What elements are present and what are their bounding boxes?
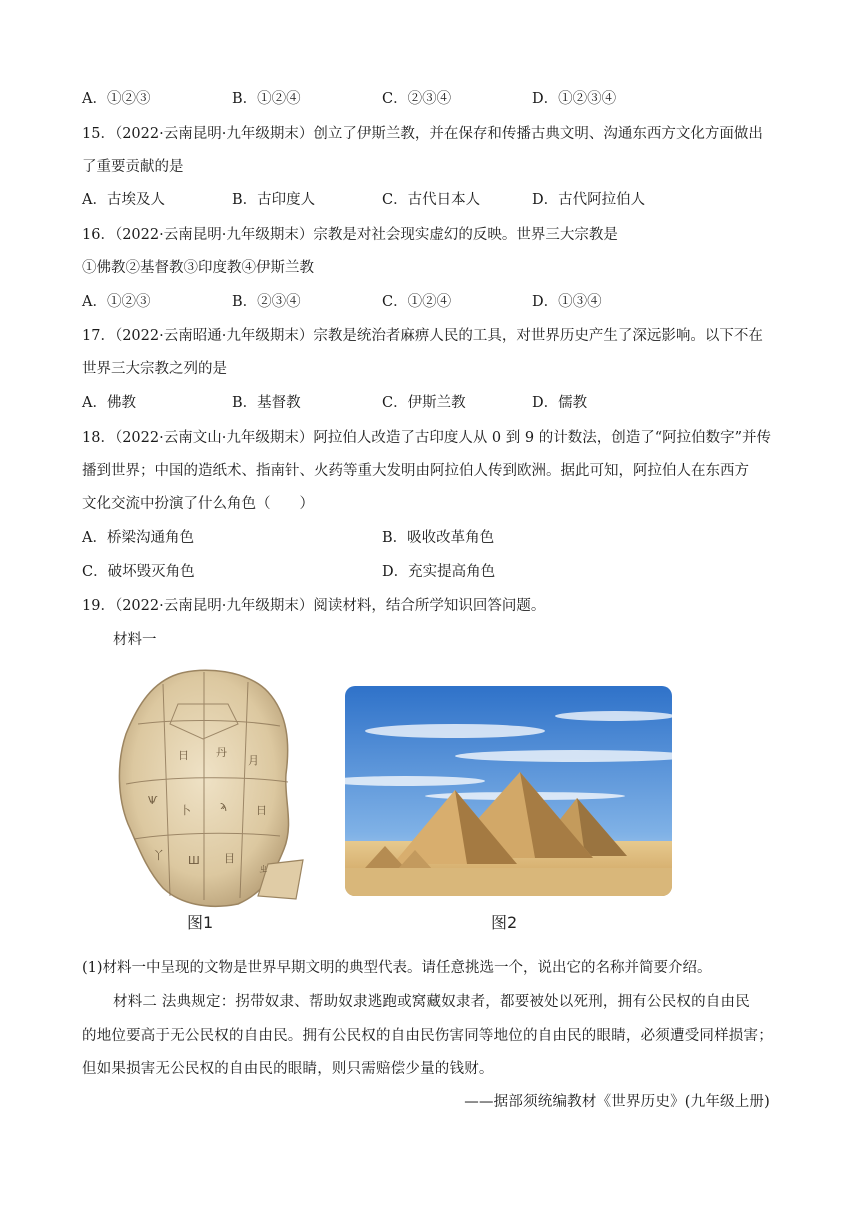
fig1-caption: 图1 [187,913,214,932]
q15-option-c: C．古代日本人 [382,192,481,208]
q15-option-d: D．古代阿拉伯人 [532,192,646,208]
q18-option-b: B．吸收改革角色 [382,530,495,546]
q15-option-a: A．古埃及人 [82,192,165,208]
q16-option-b: B．②③④ [232,294,301,310]
svg-text:日: 日 [178,749,189,762]
q16-option-a: A．①②③ [82,294,151,310]
fig2-caption: 图2 [491,913,518,932]
pyramids-image [345,686,672,896]
q17-stem-line2: 世界三大宗教之列的是 [82,361,227,377]
q16-option-d: D．①③④ [532,294,602,310]
material2-source: ——据部须统编教材《世界历史》(九年级上册) [464,1094,770,1110]
q14-option-a: A．①②③ [82,91,151,107]
q19-sub1: (1)材料一中呈现的文物是世界早期文明的典型代表。请任意挑选一个，说出它的名称并简要介绍。 [82,960,712,976]
svg-text:Ѱ: Ѱ [148,794,158,807]
q18-option-a: A．桥梁沟通角色 [82,530,194,546]
q16-option-c: C．①②④ [382,294,452,310]
material1-label: 材料一 [113,632,157,648]
material2-line3: 但如果损害无公民权的自由民的眼睛，则只需赔偿少量的钱财。 [82,1061,494,1077]
q19-stem: 19．（2022·云南昆明·九年级期末）阅读材料，结合所学知识回答问题。 [82,598,546,614]
oracle-bone-image [108,664,304,910]
svg-text:日: 日 [256,804,267,817]
q15-option-b: B．古印度人 [232,192,316,208]
material2-line2: 的地位要高于无公民权的自由民。拥有公民权的自由民伤害同等地位的自由民的眼睛，必须遭受同样损害； [82,1028,773,1044]
q16-stem-line1: 16．（2022·云南昆明·九年级期末）宗教是对社会现实虚幻的反映。世界三大宗教是 [82,227,618,243]
q18-stem-line3: 文化交流中扮演了什么角色（ ） [82,496,314,512]
q14-option-b: B．①②④ [232,91,301,107]
q15-stem-line2: 了重要贡献的是 [82,159,184,175]
svg-text:目: 目 [224,852,235,865]
q17-stem-line1: 17．（2022·云南昭通·九年级期末）宗教是统治者麻痹人民的工具，对世界历史产生了深远影响。以下不在 [82,328,763,344]
svg-text:ϡ: ϡ [220,799,227,812]
svg-text:丫: 丫 [153,849,164,862]
svg-text:Ш: Ш [188,854,200,867]
q18-option-d: D．充实提高角色 [382,564,496,580]
q17-option-b: B．基督教 [232,395,301,411]
svg-text:月: 月 [248,754,259,767]
q14-option-d: D．①②③④ [532,91,617,107]
svg-text:丹: 丹 [216,746,227,759]
svg-text:ㄓ: ㄓ [258,862,269,875]
q15-stem-line1: 15．（2022·云南昆明·九年级期末）创立了伊斯兰教，并在保存和传播古典文明、沟通东西方文化方面做出 [82,126,763,142]
q17-option-a: A．佛教 [82,395,136,411]
q18-stem-line1: 18．（2022·云南文山·九年级期末）阿拉伯人改造了古印度人从 0 到 9 的计数法，创造了“阿拉伯数字”并传 [82,430,772,446]
q17-option-d: D．儒教 [532,395,588,411]
q17-option-c: C．伊斯兰教 [382,395,466,411]
material2-line1: 材料二 法典规定：拐带奴隶、帮助奴隶逃跑或窝藏奴隶者，都要被处以死刑，拥有公民权的自由民 [113,994,750,1010]
q18-option-c: C．破坏毁灭角色 [82,564,195,580]
q16-stem-line2: ①佛教②基督教③印度教④伊斯兰教 [82,260,314,276]
q18-stem-line2: 播到世界；中国的造纸术、指南针、火药等重大发明由阿拉伯人传到欧洲。据此可知，阿拉伯人在东西方 [82,463,749,479]
svg-text:卜: 卜 [180,804,191,817]
q14-option-c: C．②③④ [382,91,452,107]
